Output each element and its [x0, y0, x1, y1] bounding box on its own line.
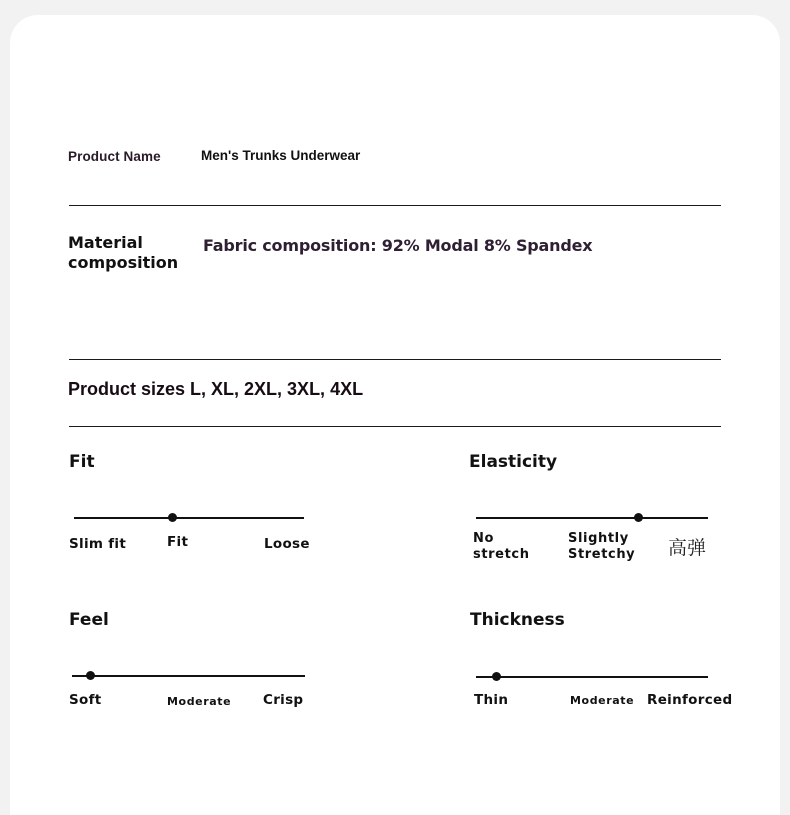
- material-label: [68, 233, 178, 273]
- feel-option-moderate: Moderate: [167, 695, 232, 708]
- product-sizes: Product sizes L, XL, 2XL, 3XL, 4XL: [68, 379, 364, 399]
- feel-title: Feel: [69, 610, 109, 630]
- feel-scale-line: [72, 675, 305, 677]
- feel-option-crisp: Crisp: [263, 692, 304, 708]
- elasticity-option-no-stretch: [473, 531, 530, 563]
- elasticity-scale-line: [476, 517, 708, 519]
- material-label-line1: Material: [68, 233, 143, 252]
- fit-title: Fit: [69, 452, 95, 472]
- product-name-value: Men's Trunks Underwear: [201, 148, 361, 163]
- fit-scale-line: [74, 517, 304, 519]
- elasticity-option-no-stretch-line1: No: [473, 531, 495, 546]
- thickness-scale-line: [476, 676, 708, 678]
- product-name-label: Product Name: [68, 149, 161, 164]
- elasticity-title: Elasticity: [469, 452, 558, 472]
- thickness-option-thin: Thin: [474, 692, 509, 708]
- divider: [69, 426, 721, 427]
- material-label-line2: composition: [68, 253, 179, 272]
- fit-option-slim: Slim fit: [69, 536, 127, 552]
- feel-option-soft: Soft: [69, 692, 102, 708]
- thickness-option-moderate: Moderate: [570, 694, 635, 707]
- elasticity-option-no-stretch-line2: stretch: [473, 547, 530, 562]
- fit-option-loose: Loose: [264, 536, 310, 552]
- thickness-title: Thickness: [470, 610, 565, 630]
- thickness-option-reinforced: Reinforced: [647, 692, 733, 708]
- elasticity-option-high: 高弹: [668, 537, 707, 559]
- elasticity-option-slightly-stretchy: [568, 531, 635, 563]
- elasticity-selected-marker: [634, 513, 643, 522]
- elasticity-option-slightly-stretchy-line2: Stretchy: [568, 547, 636, 562]
- elasticity-option-slightly-stretchy-line1: Slightly: [568, 531, 629, 546]
- fit-option-fit: Fit: [167, 534, 189, 550]
- material-value: Fabric composition: 92% Modal 8% Spandex: [203, 236, 593, 255]
- divider: [69, 359, 721, 360]
- divider: [69, 205, 721, 206]
